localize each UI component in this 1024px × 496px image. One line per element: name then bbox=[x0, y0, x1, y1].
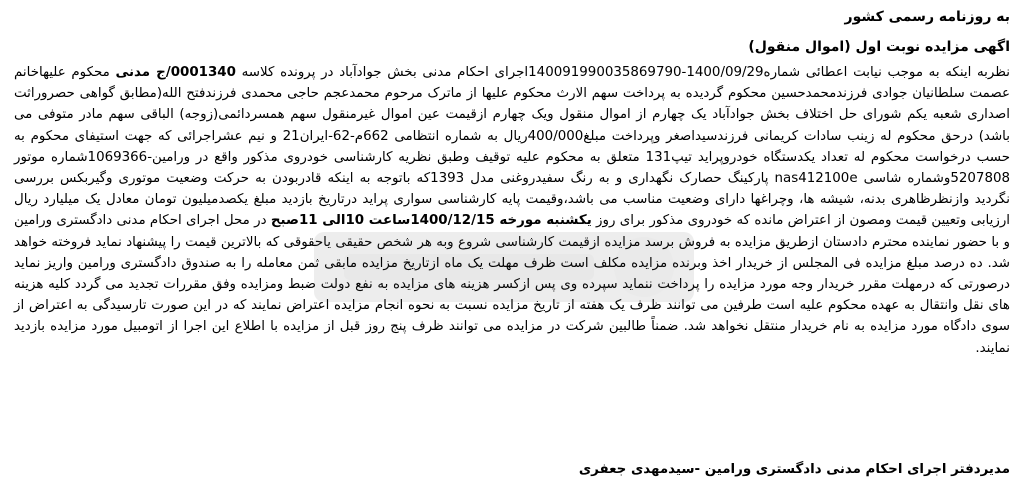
signature-line: مدیردفتر اجرای احکام مدنی دادگستری ورامین -سیدمهدی جعفری bbox=[578, 462, 1010, 477]
body-paragraph-2: محکوم علیهاخانم عصمت سلطانیان جوادی فرزندمحمدحسین محکوم گردیده به پرداخت سهم الارث محکوم علیها از ماترک مرحوم محمدعجم حاجی محمدی فرزندفتح الله(مطابق گواهی حصروراثت اصداری شعبه یکم شورای حل اختلاف بخش جوادآباد یک چهارم از اموال منقول ویک چهارم ازقیمت عین اموال غیرمنقول سهم همسردائمی(زوجه) الباقی سهم مادر متوفی می باشد) درحق محکوم له زینب سادات کریمانی فرزندسیداصغر وپرداخت مبلغ400/000ریال به شماره انتظامی 662م-62-ایران21 و نیم عشراجرائی که جهت استیفای محکوم به حسب درخواست محکوم له تعداد یکدستگاه خودروپراید تیپ131 متعلق به محکوم علیه توقیف وطبق نظریه کارشناسی خودروی مذکور واقع در ورامین-1069366شماره موتور 5207808وشماره شاسی nas412100e پارکینگ حصارک نگهداری و به رنگ سفیدروغنی مدل 1393که باتوجه به اینکه قادربودن به حرکت وضعیت موتوری وگیربکس بررسی نگردید وازنظرظاهری بدنه، شیشه ها، وچراغها دارای وضعیت مناسب می باشد،وقیمت پایه کارشناسی سواری پراید درتاریخ بازدید مبلغ یکصدمیلیون تومان معادل یک میلیارد ریال ارزیابی وتعیین قیمت ومصون از اعتراض مانده که خودروی مذکور برای روز bbox=[14, 65, 1011, 229]
notice-body-text bbox=[14, 62, 1010, 359]
notice-body bbox=[14, 62, 1010, 359]
publication-line: به روزنامه رسمی کشور bbox=[844, 9, 1010, 25]
auction-datetime: یکشنبه مورخه 1400/12/15ساعت 10الی 11صبح bbox=[270, 213, 592, 229]
body-paragraph-3: در محل اجرای احکام مدنی دادگستری ورامین و با حضور نماینده محترم دادستان ازطریق مزایده به فروش برسد مزایده ازقیمت کارشناسی شروع وبه هر شخص حقیقی یاحقوقی که بالاترین قیمت را پیشنهاد نماید فروخته خواهد شد. ده درصد مبلغ مزایده فی المجلس از خریدار اخذ وبرنده مزایده مکلف است ظرف مهلت یک ماه ازتاریخ مزایده مابقی ثمن معامله را به صندوق دادگستری ورامین واریز نماید درصورتی که درمهلت مقرر خریدار وجه مورد مزایده را پرداخت ننماید سپرده وی پس ازکسر هزینه های مزایده به نفع دولت ضبط ومزایده وفق مقررات تجدید می گردد کلیه هزینه های نقل وانتقال به عهده محکوم علیه است طرفین می توانند ظرف یک هفته از تاریخ مزایده نسبت به نحوه انجام مزایده اعتراض نمایند که در این صورت تارسیدگی به اعتراض از سوی دادگاه مورد مزایده به نام خریدار منتقل نخواهد شد. ضمناً طالبین شرکت در مزایده می توانند ظرف پنج روز قبل از مزایده با اطلاع این اجرا از اتومبیل مورد مزایده بازدید نمایند. bbox=[14, 213, 1010, 356]
notice-title: اگهی مزایده نوبت اول (اموال منقول) bbox=[748, 39, 1010, 55]
body-paragraph-1: نظربه اینکه به موجب نیابت اعطائی شماره1400/09/29-140091990035869790اجرای احکام مدنی بخش جوادآباد در پرونده کلاسه bbox=[235, 65, 1010, 80]
case-number: 0001340/ج مدنی bbox=[115, 65, 236, 80]
